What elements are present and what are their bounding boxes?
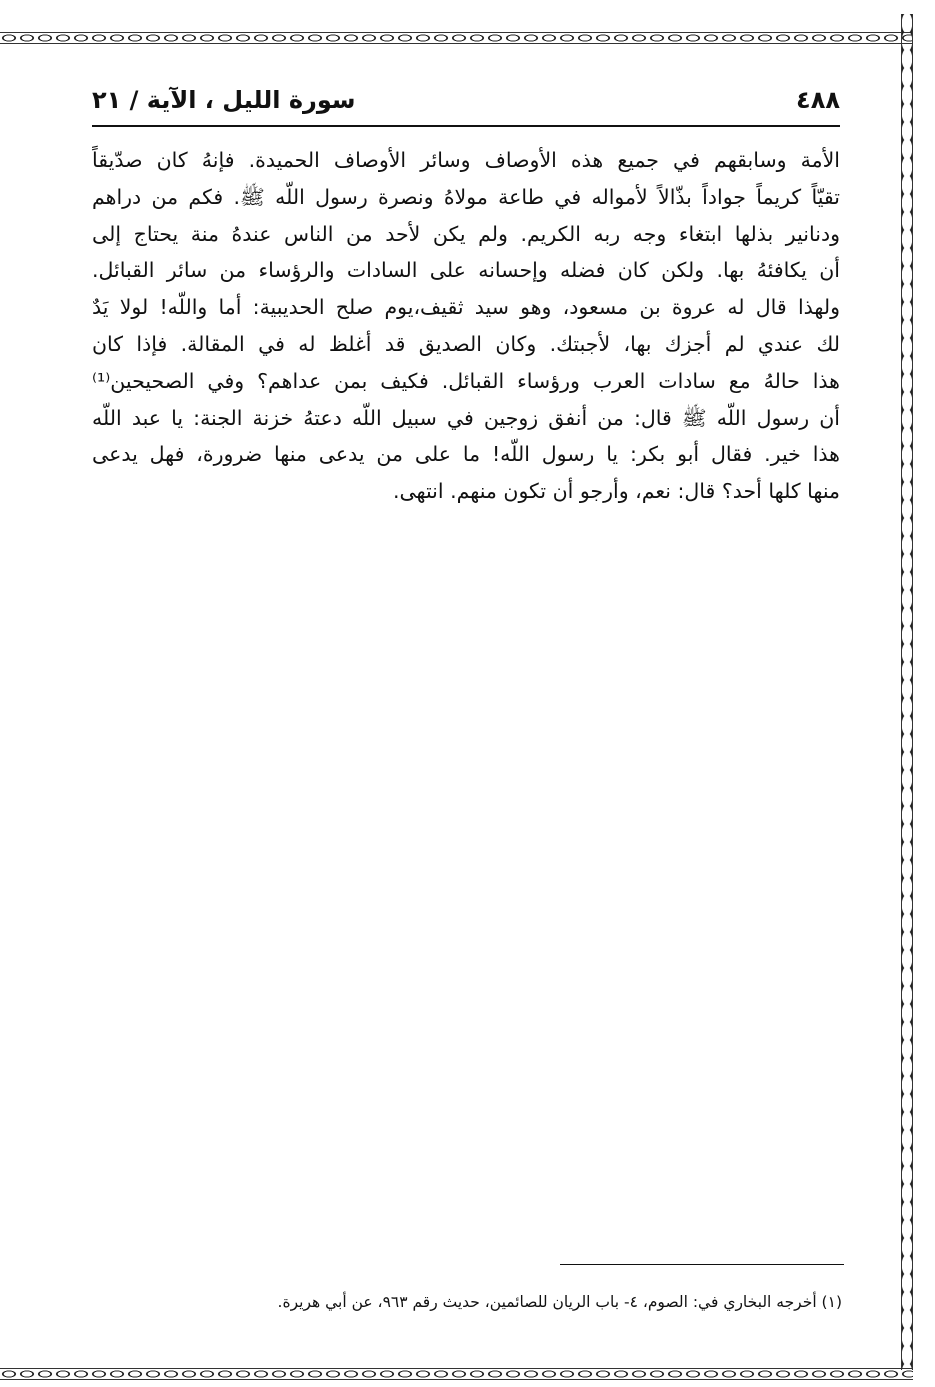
text-line: منها كلها أحد؟ قال: نعم، وأرجو أن تكون منهم. انتهى. (392, 479, 840, 504)
text-line: لك عندي لم أجزك بها، لأجبتك. وكان الصديق قد أغلظ له في المقالة. فإذا كان (92, 331, 840, 356)
text-line: هذا حالهُ مع سادات العرب ورؤساء القبائل. فكيف بمن عداهم؟ وفي الصحيحين⁽¹⁾ (92, 368, 840, 393)
footnote-rule (560, 1264, 844, 1265)
page-number: ٤٨٨ (796, 86, 840, 114)
page-header (92, 84, 840, 124)
footnote: (١) أخرجه البخاري في: الصوم، ٤- باب الريان للصائمين، حديث رقم ٩٦٣، عن أبي هريرة. (277, 1293, 842, 1311)
text-line: تقيّاً كريماً جواداً بذّالاً لأمواله في طاعة مولاهُ ونصرة رسول اللّه ﷺ. فكم من دراهم (92, 184, 840, 209)
header-rule (92, 125, 840, 127)
text-line: الأمة وسابقهم في جميع هذه الأوصاف وسائر الأوصاف الحميدة. فإنهُ كان صدّيقاً (92, 148, 840, 172)
border-bottom-ornament (0, 1368, 913, 1380)
running-title: سورة الليل ، الآية / ٢١ (92, 86, 356, 114)
body-text (92, 142, 840, 510)
text-line: ولهذا قال له عروة بن مسعود، وهو سيد ثقيف،يوم صلح الحديبية: أما واللّه! لولا يَدٌ (92, 295, 840, 320)
text-line: ودنانير بذلها ابتغاء وجه ربه الكريم. ولم يكن لأحد من الناس عندهُ منة يحتاج إلى (92, 221, 840, 246)
border-right-ornament (901, 14, 913, 1370)
text-line: أن يكافئهُ بها. ولكن كان فضله وإحسانه على السادات والرؤساء من سائر القبائل. (92, 258, 840, 283)
text-line: هذا خير. فقال أبو بكر: يا رسول اللّه! ما على من يدعى منها ضرورة، فهل يدعى (92, 442, 840, 467)
text-line: أن رسول اللّه ﷺ قال: من أنفق زوجين في سبيل اللّه دعتهُ خزنة الجنة: يا عبد اللّه (92, 405, 840, 430)
border-top-ornament (0, 32, 913, 44)
